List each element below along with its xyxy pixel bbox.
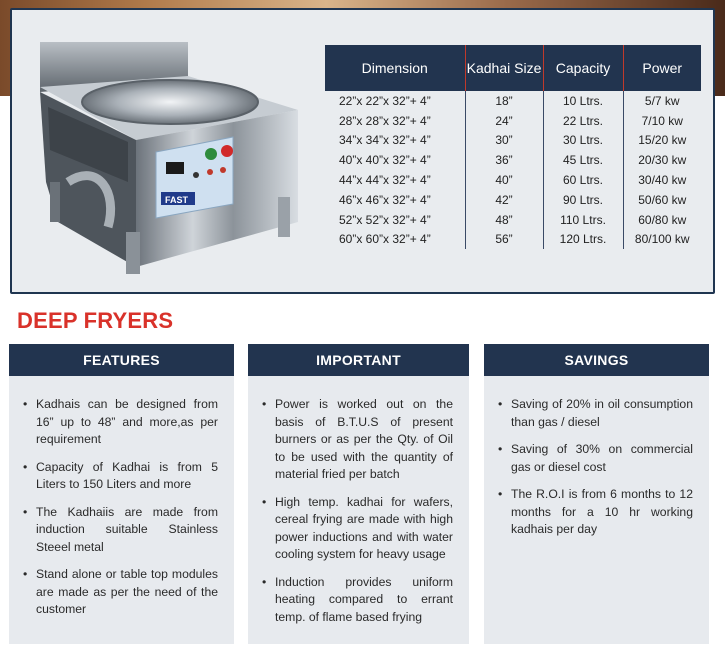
table-row — [325, 91, 701, 111]
important-body — [248, 376, 469, 644]
cell-power: 7/10 kw — [623, 111, 701, 131]
cell-power: 5/7 kw — [623, 91, 701, 111]
page-title: DEEP FRYERS — [17, 308, 174, 333]
important-list — [262, 396, 453, 626]
features-body — [9, 376, 234, 644]
cell-capacity: 22 Ltrs. — [543, 111, 623, 131]
cell-dimension: 44”x 44”x 32”+ 4” — [339, 173, 431, 188]
table-row — [325, 111, 701, 131]
cell-kadhai-size: 36” — [465, 150, 543, 170]
features-heading: FEATURES — [9, 344, 234, 376]
features-list — [23, 396, 218, 619]
cell-dimension: 34”x 34”x 32”+ 4” — [339, 133, 431, 148]
savings-heading: SAVINGS — [484, 344, 709, 376]
table-row — [325, 190, 701, 210]
table-row — [325, 150, 701, 170]
cell-power: 20/30 kw — [623, 150, 701, 170]
cell-dimension: 28”x 28”x 32”+ 4” — [339, 113, 431, 128]
table-row — [325, 210, 701, 230]
cell-dimension: 60”x 60”x 32”+ 4” — [339, 232, 431, 247]
savings-body — [484, 376, 709, 644]
list-item: • The Kadhaiis are made from induction suitable Stainless Steeel metal — [23, 504, 218, 557]
list-item: • Stand alone or table top modules are made as per the need of the customer — [23, 566, 218, 619]
list-item: • High temp. kadhai for wafers, cereal frying are made with high power inductions and with water cooling system for heavy usage — [262, 494, 453, 564]
col-header-kadhai-size: Kadhai Size — [465, 45, 543, 91]
list-item: • Saving of 20% in oil consumption than gas / diesel — [498, 396, 693, 431]
list-item: • Saving of 30% on commercial gas or diesel cost — [498, 441, 693, 476]
list-item: • Capacity of Kadhai is from 5 Liters to 150 Liters and more — [23, 459, 218, 494]
cell-kadhai-size: 42” — [465, 190, 543, 210]
savings-list — [498, 396, 693, 539]
cell-capacity: 110 Ltrs. — [543, 210, 623, 230]
product-brand-label: FAST — [165, 195, 189, 205]
list-item: • Power is worked out on the basis of B.T.U.S of present burners or as per the Qty. of Oil to be used with the quantity of material fried per batch — [262, 396, 453, 484]
cell-capacity: 10 Ltrs. — [543, 91, 623, 111]
cell-capacity: 120 Ltrs. — [543, 230, 623, 250]
spec-table — [325, 45, 701, 249]
list-item: • Induction provides uniform heating compared to errant temp. of flame based frying — [262, 574, 453, 627]
cell-capacity: 90 Ltrs. — [543, 190, 623, 210]
cell-dimension: 52”x 52”x 32”+ 4” — [339, 212, 431, 227]
list-item: • Kadhais can be designed from 16” up to 48” and more,as per requirement — [23, 396, 218, 449]
cell-kadhai-size: 18” — [465, 91, 543, 111]
col-header-power: Power — [623, 45, 701, 91]
col-header-dimension: Dimension — [325, 45, 465, 91]
cell-power: 80/100 kw — [623, 230, 701, 250]
important-card — [248, 344, 469, 644]
col-header-capacity: Capacity — [543, 45, 623, 91]
table-row — [325, 131, 701, 151]
cell-kadhai-size: 30” — [465, 131, 543, 151]
important-heading: IMPORTANT — [248, 344, 469, 376]
savings-card — [484, 344, 709, 644]
table-header-row — [325, 45, 701, 91]
cell-dimension: 22”x 22”x 32”+ 4” — [339, 93, 431, 108]
cell-power: 60/80 kw — [623, 210, 701, 230]
cell-capacity: 60 Ltrs. — [543, 170, 623, 190]
cell-dimension: 40”x 40”x 32”+ 4” — [339, 153, 431, 168]
features-card — [9, 344, 234, 644]
cell-power: 30/40 kw — [623, 170, 701, 190]
cell-kadhai-size: 40” — [465, 170, 543, 190]
cell-capacity: 45 Ltrs. — [543, 150, 623, 170]
list-item: • The R.O.I is from 6 months to 12 months for a 10 hr working kadhais per day — [498, 486, 693, 539]
deep-fryer-image — [28, 32, 318, 277]
cell-power: 50/60 kw — [623, 190, 701, 210]
cell-kadhai-size: 48” — [465, 210, 543, 230]
cell-power: 15/20 kw — [623, 131, 701, 151]
table-row — [325, 170, 701, 190]
cell-dimension: 46”x 46”x 32”+ 4” — [339, 192, 431, 207]
cell-kadhai-size: 24” — [465, 111, 543, 131]
cell-kadhai-size: 56” — [465, 230, 543, 250]
cell-capacity: 30 Ltrs. — [543, 131, 623, 151]
table-row — [325, 230, 701, 250]
